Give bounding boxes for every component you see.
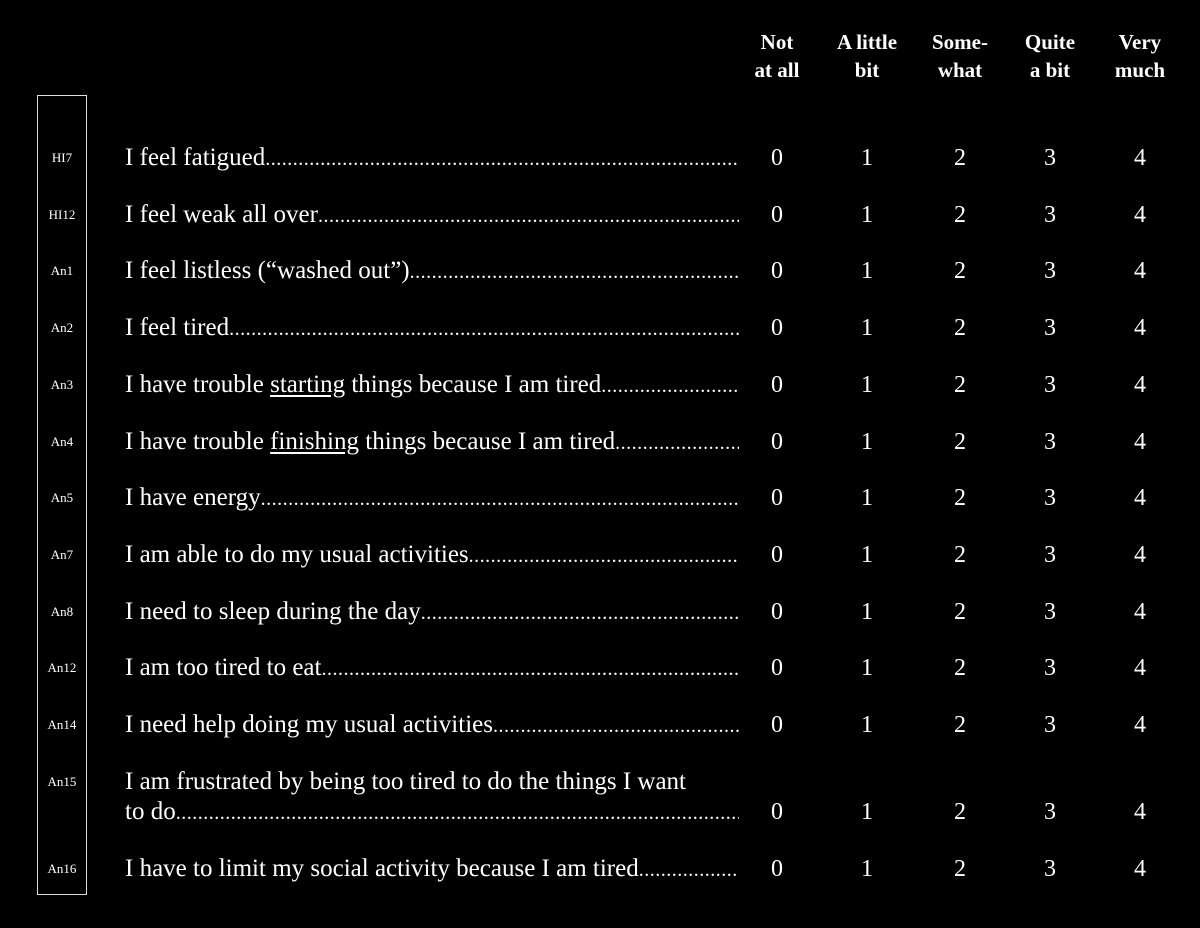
item-text-part: I need help doing my usual activities bbox=[125, 711, 493, 738]
header-very-much: Very much bbox=[1114, 30, 1166, 82]
item-code: An3 bbox=[50, 377, 74, 392]
item-text-part: I have trouble bbox=[125, 428, 271, 455]
item-text-line: I am frustrated by being too tired to do the things I want bbox=[125, 768, 686, 795]
score-option[interactable]: 1 bbox=[861, 315, 873, 341]
dot-leader bbox=[421, 598, 739, 628]
item-text-part: I need to sleep during the day bbox=[125, 598, 421, 625]
dot-leader bbox=[229, 314, 739, 344]
score-option[interactable]: 0 bbox=[771, 315, 783, 341]
score-option[interactable]: 1 bbox=[861, 258, 873, 284]
score-option[interactable]: 1 bbox=[861, 712, 873, 738]
score-option[interactable]: 0 bbox=[771, 485, 783, 511]
item-text-part: I am too tired to eat bbox=[125, 654, 322, 681]
score-option[interactable]: 3 bbox=[1044, 202, 1056, 228]
score-option[interactable]: 1 bbox=[861, 485, 873, 511]
header-somewhat: Some- what bbox=[932, 30, 988, 82]
score-option[interactable]: 0 bbox=[771, 599, 783, 625]
score-option[interactable]: 4 bbox=[1134, 485, 1146, 511]
score-option[interactable]: 0 bbox=[771, 258, 783, 284]
item-code: An12 bbox=[47, 660, 77, 675]
score-option[interactable]: 3 bbox=[1044, 485, 1056, 511]
item-text bbox=[125, 427, 739, 458]
score-option[interactable]: 1 bbox=[861, 799, 873, 825]
item-text-part: I have to limit my social activity because I am tired bbox=[125, 855, 639, 882]
score-option[interactable]: 4 bbox=[1134, 258, 1146, 284]
item-text bbox=[125, 483, 739, 514]
score-option[interactable]: 0 bbox=[771, 799, 783, 825]
item-text-part: things because I am tired bbox=[345, 371, 602, 398]
score-option[interactable]: 3 bbox=[1044, 655, 1056, 681]
score-option[interactable]: 2 bbox=[954, 799, 966, 825]
score-option[interactable]: 2 bbox=[954, 202, 966, 228]
score-option[interactable]: 3 bbox=[1044, 712, 1056, 738]
item-code: HI7 bbox=[51, 150, 73, 165]
item-text bbox=[125, 540, 739, 571]
score-option[interactable]: 0 bbox=[771, 202, 783, 228]
item-code: An16 bbox=[47, 861, 77, 876]
score-option[interactable]: 2 bbox=[954, 485, 966, 511]
item-text-part: I feel weak all over bbox=[125, 201, 318, 228]
score-option[interactable]: 3 bbox=[1044, 856, 1056, 882]
dot-leader bbox=[493, 711, 739, 741]
score-option[interactable]: 4 bbox=[1134, 712, 1146, 738]
score-option[interactable]: 3 bbox=[1044, 372, 1056, 398]
score-option[interactable]: 4 bbox=[1134, 145, 1146, 171]
score-option[interactable]: 0 bbox=[771, 856, 783, 882]
item-text-part: I feel listless (“washed out”) bbox=[125, 257, 410, 284]
score-option[interactable]: 2 bbox=[954, 429, 966, 455]
emphasized-word: finishing bbox=[270, 428, 359, 455]
score-option[interactable]: 3 bbox=[1044, 799, 1056, 825]
score-option[interactable]: 4 bbox=[1134, 655, 1146, 681]
item-text-part: things because I am tired bbox=[359, 428, 616, 455]
item-code: An14 bbox=[47, 717, 77, 732]
item-code: An2 bbox=[50, 320, 74, 335]
score-option[interactable]: 2 bbox=[954, 258, 966, 284]
score-option[interactable]: 4 bbox=[1134, 856, 1146, 882]
score-option[interactable]: 3 bbox=[1044, 145, 1056, 171]
score-option[interactable]: 1 bbox=[861, 856, 873, 882]
score-option[interactable]: 1 bbox=[861, 372, 873, 398]
dot-leader bbox=[615, 428, 739, 458]
dot-leader bbox=[318, 201, 739, 231]
header-not-at-all: Not at all bbox=[754, 30, 800, 82]
item-text bbox=[125, 797, 739, 828]
item-text bbox=[125, 653, 739, 684]
item-text bbox=[125, 370, 739, 401]
dot-leader bbox=[601, 371, 739, 401]
header-a-little-bit: A little bit bbox=[836, 30, 898, 82]
item-code: An4 bbox=[50, 434, 74, 449]
score-option[interactable]: 2 bbox=[954, 599, 966, 625]
score-option[interactable]: 1 bbox=[861, 655, 873, 681]
item-code: An5 bbox=[50, 490, 74, 505]
score-option[interactable]: 1 bbox=[861, 202, 873, 228]
score-option[interactable]: 1 bbox=[861, 599, 873, 625]
item-code: An1 bbox=[50, 263, 74, 278]
score-option[interactable]: 1 bbox=[861, 542, 873, 568]
dot-leader bbox=[176, 798, 739, 828]
score-option[interactable]: 2 bbox=[954, 372, 966, 398]
score-option[interactable]: 2 bbox=[954, 145, 966, 171]
item-code: An7 bbox=[50, 547, 74, 562]
emphasized-word: starting bbox=[270, 371, 346, 398]
item-text bbox=[125, 597, 739, 628]
score-option[interactable]: 3 bbox=[1044, 542, 1056, 568]
item-text-part: I have energy bbox=[125, 484, 261, 511]
score-option[interactable]: 0 bbox=[771, 145, 783, 171]
score-option[interactable]: 4 bbox=[1134, 315, 1146, 341]
score-option[interactable]: 1 bbox=[861, 145, 873, 171]
score-option[interactable]: 2 bbox=[954, 712, 966, 738]
score-option[interactable]: 0 bbox=[771, 655, 783, 681]
dot-leader bbox=[261, 484, 739, 514]
item-text bbox=[125, 143, 739, 174]
score-option[interactable]: 4 bbox=[1134, 372, 1146, 398]
score-option[interactable]: 4 bbox=[1134, 599, 1146, 625]
dot-leader bbox=[321, 654, 739, 684]
item-text bbox=[125, 256, 739, 287]
item-text bbox=[125, 313, 739, 344]
score-option[interactable]: 4 bbox=[1134, 202, 1146, 228]
score-option[interactable]: 4 bbox=[1134, 429, 1146, 455]
item-code: An15 bbox=[47, 774, 77, 789]
score-option[interactable]: 4 bbox=[1134, 799, 1146, 825]
item-text bbox=[125, 200, 739, 231]
item-text-part: I have trouble bbox=[125, 371, 271, 398]
dot-leader bbox=[265, 144, 739, 174]
score-option[interactable]: 0 bbox=[771, 542, 783, 568]
score-option[interactable]: 3 bbox=[1044, 258, 1056, 284]
score-option[interactable]: 0 bbox=[771, 429, 783, 455]
score-option[interactable]: 1 bbox=[861, 429, 873, 455]
item-text-part: I feel fatigued bbox=[125, 144, 266, 171]
score-option[interactable]: 2 bbox=[954, 655, 966, 681]
header-quite-a-bit: Quite a bit bbox=[1024, 30, 1076, 82]
item-text bbox=[125, 854, 739, 885]
score-option[interactable]: 2 bbox=[954, 315, 966, 341]
score-option[interactable]: 0 bbox=[771, 712, 783, 738]
dot-leader bbox=[639, 855, 739, 885]
item-code: HI12 bbox=[48, 207, 76, 222]
item-code: An8 bbox=[50, 604, 74, 619]
score-option[interactable]: 4 bbox=[1134, 542, 1146, 568]
score-option[interactable]: 2 bbox=[954, 856, 966, 882]
dot-leader bbox=[469, 541, 739, 571]
score-option[interactable]: 2 bbox=[954, 542, 966, 568]
item-text-part: I am able to do my usual activities bbox=[125, 541, 469, 568]
score-option[interactable]: 0 bbox=[771, 372, 783, 398]
score-option[interactable]: 3 bbox=[1044, 429, 1056, 455]
item-text-part: to do bbox=[125, 798, 176, 825]
dot-leader bbox=[410, 257, 739, 287]
score-option[interactable]: 3 bbox=[1044, 315, 1056, 341]
item-text bbox=[125, 710, 739, 741]
item-text-part: I feel tired bbox=[125, 314, 230, 341]
score-option[interactable]: 3 bbox=[1044, 599, 1056, 625]
